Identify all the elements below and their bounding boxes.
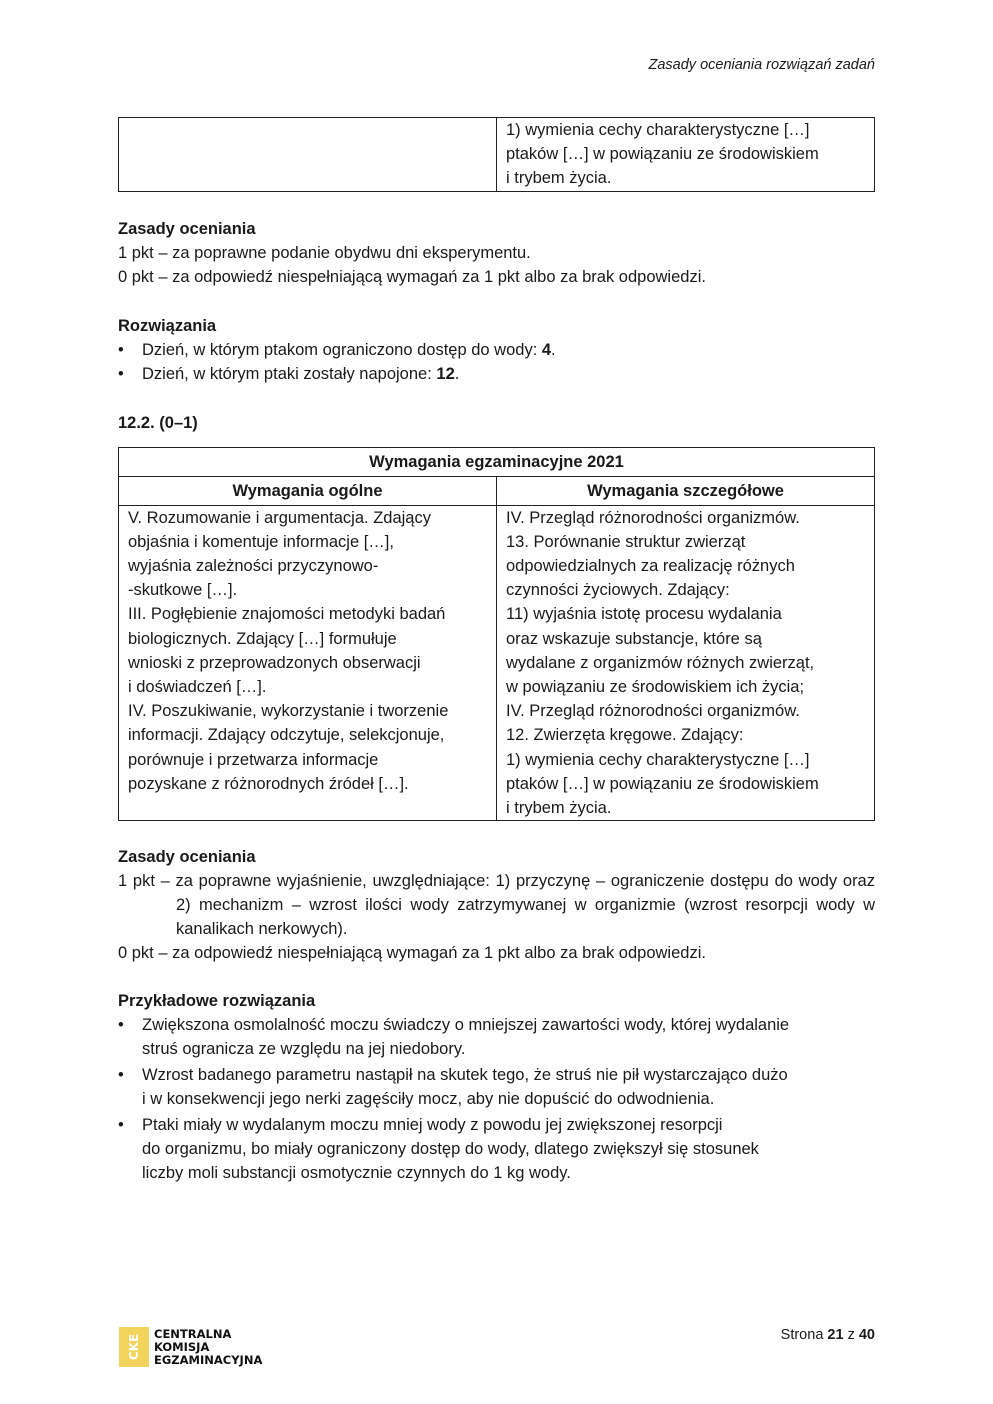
section-heading: Przykładowe rozwiązania [118,992,316,1011]
text-line: i doświadczeń […]. [128,678,267,697]
detailed-requirements-cell [497,505,875,821]
section-heading: Rozwiązania [118,316,217,335]
scoring-line: 1 pkt – za poprawne wyjaśnienie, uwzględniające: 1) przyczynę – ograniczenie dostępu do wody oraz 2) mechanizm – wzrost ilości wody zatrzymywanej w organizmie (wzrost resorpcji wody w kanalikach nerkowych). [118,872,875,939]
table-title: Wymagania egzaminacyjne 2021 [119,447,875,476]
solutions-list [118,338,875,386]
logo-text: CENTRALNA KOMISJA EGZAMINACYJNA [154,1326,263,1367]
column-header-general: Wymagania ogólne [119,476,497,505]
scoring-line: 0 pkt – za odpowiedź niespełniającą wymagań za 1 pkt albo za brak odpowiedzi. [118,267,706,286]
requirements-table [118,447,875,822]
section-heading: Zasady oceniania [118,848,256,867]
text-line: pozyskane z różnorodnych źródeł […]. [128,774,409,793]
text-line: wnioski z przeprowadzonych obserwacji [128,653,421,672]
text-line: biologicznych. Zdający […] formułuje [128,629,397,648]
scoring-line: 1 pkt – za poprawne podanie obydwu dni eksperymentu. [118,243,531,262]
top-table-left-cell [119,118,497,192]
scoring-line: 0 pkt – za odpowiedź niespełniającą wymagań za 1 pkt albo za brak odpowiedzi. [118,944,706,963]
answer-value: 12 [436,364,455,383]
text-line: 11) wyjaśnia istotę procesu wydalania [506,605,782,624]
general-requirements-cell [119,505,497,821]
text-line: 13. Porównanie struktur zwierząt [506,532,746,551]
example-solutions-list [118,1013,875,1185]
scoring-section-2 [118,845,875,965]
cke-logo-icon: CKE [119,1327,149,1367]
text-line: odpowiedzialnych za realizację różnych [506,557,795,576]
text-line: 1) wymienia cechy charakterystyczne […] [506,750,810,769]
text-line: 1) wymienia cechy charakterystyczne […] [506,121,810,139]
text-line: ptaków […] w powiązaniu ze środowiskiem [506,145,819,164]
page-number: Strona 21 z 40 [780,1327,875,1343]
list-item: • Dzień, w którym ptaki zostały napojone: 12. [118,362,875,386]
text-line: informacji. Zdający odczytuje, selekcjonuje, [128,726,445,745]
top-table-right-cell [497,118,875,192]
column-header-detailed: Wymagania szczegółowe [497,476,875,505]
text-line: wyjaśnia zależności przyczynowo- [128,557,379,576]
list-item: • Ptaki miały w wydalanym moczu mniej wody z powodu jej zwiększonej resorpcji do organizmu, bo miały ograniczony dostęp do wody, dlatego zwiększył się stosunek liczby moli substancji osmotycznie czynnych do 1 kg wody. [118,1113,875,1185]
section-heading: Zasady oceniania [118,219,256,238]
text-line: ptaków […] w powiązaniu ze środowiskiem [506,774,819,793]
cke-logo [119,1327,262,1367]
text-line: V. Rozumowanie i argumentacja. Zdający [128,508,431,527]
example-solutions-section [118,989,875,1185]
top-table [118,117,875,192]
text-line: porównuje i przetwarza informacje [128,750,379,769]
task-label: 12.2. (0–1) [118,413,198,432]
solutions-section [118,314,875,386]
answer-value: 4 [541,340,552,359]
text-line: IV. Poszukiwanie, wykorzystanie i tworzenie [128,702,449,721]
text-line: i trybem życia. [506,799,612,818]
text-line: IV. Przegląd różnorodności organizmów. [506,702,800,721]
text-line: i trybem życia. [506,169,612,188]
list-item: • Dzień, w którym ptakom ograniczono dostęp do wody: 4. [118,338,875,362]
text-line: wydalane z organizmów różnych zwierząt, [506,653,815,672]
scoring-section-1 [118,217,875,289]
running-header: Zasady oceniania rozwiązań zadań [648,57,875,73]
list-item: • Wzrost badanego parametru nastąpił na skutek tego, że struś nie pił wystarczająco dużo i w konsekwencji jego nerki zagęściły mocz, aby nie dopuścić do odwodnienia. [118,1063,875,1111]
page-content [118,117,875,1185]
text-line: w powiązaniu ze środowiskiem ich życia; [506,678,805,697]
text-line: IV. Przegląd różnorodności organizmów. [506,508,800,527]
text-line: objaśnia i komentuje informacje […], [128,532,394,551]
text-line: czynności życiowych. Zdający: [506,581,730,600]
text-line: oraz wskazuje substancje, które są [506,629,762,648]
text-line: III. Pogłębienie znajomości metodyki badań [128,605,446,624]
text-line: 12. Zwierzęta kręgowe. Zdający: [506,726,744,745]
list-item: • Zwiększona osmolalność moczu świadczy o mniejszej zawartości wody, której wydalanie struś ogranicza ze względu na jej niedobory. [118,1013,875,1061]
text-line: -skutkowe […]. [128,581,238,600]
